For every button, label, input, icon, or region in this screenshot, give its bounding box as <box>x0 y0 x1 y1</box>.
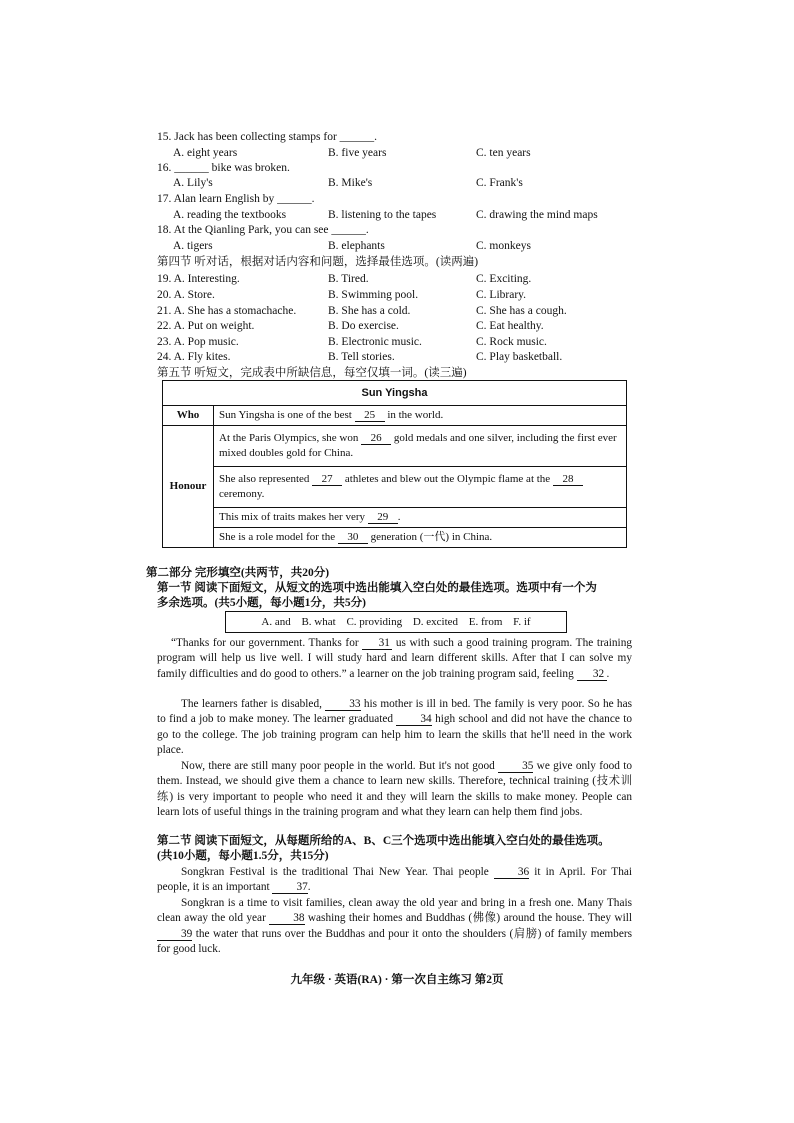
info-table <box>162 380 627 548</box>
reading-paragraph-2 <box>157 896 632 957</box>
question-22-option-c: C. Eat healthy. <box>476 320 544 332</box>
blank-36: 36 <box>494 866 529 879</box>
cloze-paragraph-3 <box>157 759 632 820</box>
question-19-option-c: C. Exciting. <box>476 273 532 285</box>
blank-26: 26 <box>361 432 391 445</box>
paragraph-text: washing their homes and Buddhas (佛像) around the house. They will <box>304 912 632 925</box>
paragraph-text: his mother is ill in bed. The family is very poor. So he has to find a job to make money. The learner graduated <box>157 698 632 726</box>
row-label-honour: Honour <box>163 426 214 548</box>
blank-25: 25 <box>355 409 385 422</box>
question-15-stem: 15. Jack has been collecting stamps for ______. <box>157 131 378 143</box>
paragraph-text: the water that runs over the Buddhas and pour it onto the shoulders (肩膀) of family members for good luck. <box>157 927 632 955</box>
blank-28: 28 <box>553 473 583 486</box>
paragraph-text: Songkran Festival is the traditional Thai New Year. Thai people <box>181 866 494 878</box>
paragraph-text: Now, there are still many poor people in the world. But it's not good <box>181 760 499 772</box>
paragraph-text: high school and did not have the chance to go to the college. The job training program can help him to learn the skills that he'll need in the work place. <box>157 713 632 756</box>
cell-text: She also represented <box>219 473 313 485</box>
part-2-section-1-title: 第一节 阅读下面短文，从短文的选项中选出能填入空白处的最佳选项。选项中有一个为 <box>157 582 597 594</box>
paragraph-text: . <box>606 667 610 680</box>
blank-32: 32 <box>577 668 607 681</box>
question-24-option-a: 24. A. Fly kites. <box>157 351 231 363</box>
option-b: B. what <box>301 616 336 628</box>
question-16-option-a: A. Lily's <box>173 177 213 189</box>
blank-35: 35 <box>498 760 533 773</box>
cell-text: gold medals and one silver, including the first ever mixed doubles gold for China. <box>219 432 617 459</box>
cell-text: athletes and blew out the Olympic flame at the <box>342 473 553 485</box>
paragraph-text: it in April. For Thai people, it is an important <box>157 866 632 894</box>
question-15-option-a: A. eight years <box>173 147 238 159</box>
blank-37: 37 <box>272 881 307 894</box>
question-18-option-c: C. monkeys <box>476 240 531 252</box>
table-row <box>214 528 627 548</box>
blank-39: 39 <box>157 928 192 941</box>
part-2-title: 第二部分 完形填空(共两节，共20分) <box>146 567 330 579</box>
question-19-option-b: B. Tired. <box>328 273 369 285</box>
table-row <box>214 406 627 426</box>
section-5-title: 第五节 听短文，完成表中所缺信息，每空仅填一词。(读三遍) <box>157 367 467 379</box>
question-18-option-a: A. tigers <box>173 240 213 252</box>
question-20-option-a: 20. A. Store. <box>157 289 215 301</box>
paragraph-text: “Thanks for our government. Thanks for <box>171 637 363 649</box>
blank-27: 27 <box>312 473 342 486</box>
question-22-option-b: B. Do exercise. <box>328 320 399 332</box>
blank-33: 33 <box>325 698 360 711</box>
paragraph-text: we give only food to them. Instead, we should give them a chance to learn new skills. Therefore, technical training (技术训练) is very important to people who need it and they will learn the skills to make money. People can learn lots of useful things in the training program and what they learn can help them find jobs. <box>157 760 632 818</box>
section-4-title: 第四节 听对话，根据对话内容和问题，选择最佳选项。(读两遍) <box>157 256 479 268</box>
option-a: A. and <box>261 616 291 628</box>
part-2-section-2-title-cont: (共10小题，每小题1.5分，共15分) <box>157 850 329 862</box>
paragraph-text: The learners father is disabled, <box>181 698 326 710</box>
option-c: C. providing <box>346 616 403 628</box>
question-21-option-b: B. She has a cold. <box>328 305 411 317</box>
table-row <box>214 508 627 528</box>
option-f: F. if <box>513 616 531 628</box>
question-23-option-b: B. Electronic music. <box>328 336 422 348</box>
option-e: E. from <box>468 616 503 628</box>
question-16-option-c: C. Frank's <box>476 177 523 189</box>
question-20-option-b: B. Swimming pool. <box>328 289 419 301</box>
part-2-section-1-title-cont: 多余选项。(共5小题，每小题1分，共5分) <box>157 597 366 609</box>
paragraph-text: Songkran is a time to visit families, clean away the old year and bring in a fresh one. Many Thais clean away the old year <box>157 897 632 925</box>
blank-38: 38 <box>269 912 304 925</box>
cell-text: She is a role model for the <box>219 531 338 543</box>
question-24-option-b: B. Tell stories. <box>328 351 395 363</box>
question-20-option-c: C. Library. <box>476 289 527 301</box>
question-18-option-b: B. elephants <box>328 240 385 252</box>
option-d: D. excited <box>412 616 459 628</box>
question-17-option-c: C. drawing the mind maps <box>476 209 598 221</box>
cell-text: . <box>397 511 401 523</box>
question-18-stem: 18. At the Qianling Park, you can see ______. <box>157 224 369 236</box>
table-row <box>214 426 627 467</box>
row-label-who: Who <box>163 406 214 426</box>
question-17-option-a: A. reading the textbooks <box>173 209 287 221</box>
cell-text: Sun Yingsha is one of the best <box>219 409 355 421</box>
table-title: Sun Yingsha <box>163 381 627 406</box>
question-22-option-a: 22. A. Put on weight. <box>157 320 255 332</box>
cloze-paragraph-2 <box>157 697 632 758</box>
question-15-option-b: B. five years <box>328 147 387 159</box>
cell-text: generation (一代) in China. <box>367 531 493 543</box>
blank-31: 31 <box>362 637 392 650</box>
table-row <box>214 467 627 508</box>
paragraph-text: us with such a good training program. The training program will help us live well. I will study hard and learn different skills. After that I can solve my family difficulties and do good to others.” a learner on the job training program said, feeling <box>157 637 632 680</box>
page-footer: 九年级 · 英语(RA) · 第一次自主练习 第2页 <box>290 974 504 986</box>
reading-paragraph-1 <box>157 865 632 896</box>
question-19-option-a: 19. A. Interesting. <box>157 273 240 285</box>
cell-text: in the world. <box>384 409 444 421</box>
cell-text: This mix of traits makes her very <box>219 511 368 523</box>
paragraph-text: . <box>307 881 311 894</box>
question-16-stem: 16. ______ bike was broken. <box>157 162 290 174</box>
question-15-option-c: C. ten years <box>476 147 531 159</box>
part-2-section-2-title: 第二节 阅读下面短文，从每题所给的A、B、C三个选项中选出能填入空白处的最佳选项。 <box>157 835 610 847</box>
question-21-option-a: 21. A. She has a stomachache. <box>157 305 297 317</box>
question-23-option-a: 23. A. Pop music. <box>157 336 239 348</box>
cell-text: At the Paris Olympics, she won <box>219 432 362 444</box>
blank-29: 29 <box>368 511 398 524</box>
question-23-option-c: C. Rock music. <box>476 336 547 348</box>
cloze-paragraph-1 <box>157 636 632 682</box>
question-24-option-c: C. Play basketball. <box>476 351 563 363</box>
question-17-option-b: B. listening to the tapes <box>328 209 437 221</box>
cell-text: ceremony. <box>219 488 265 500</box>
options-box <box>225 611 567 633</box>
question-21-option-c: C. She has a cough. <box>476 305 567 317</box>
blank-34: 34 <box>396 713 431 726</box>
question-16-option-b: B. Mike's <box>328 177 373 189</box>
question-17-stem: 17. Alan learn English by ______. <box>157 193 315 205</box>
blank-30: 30 <box>338 531 368 544</box>
